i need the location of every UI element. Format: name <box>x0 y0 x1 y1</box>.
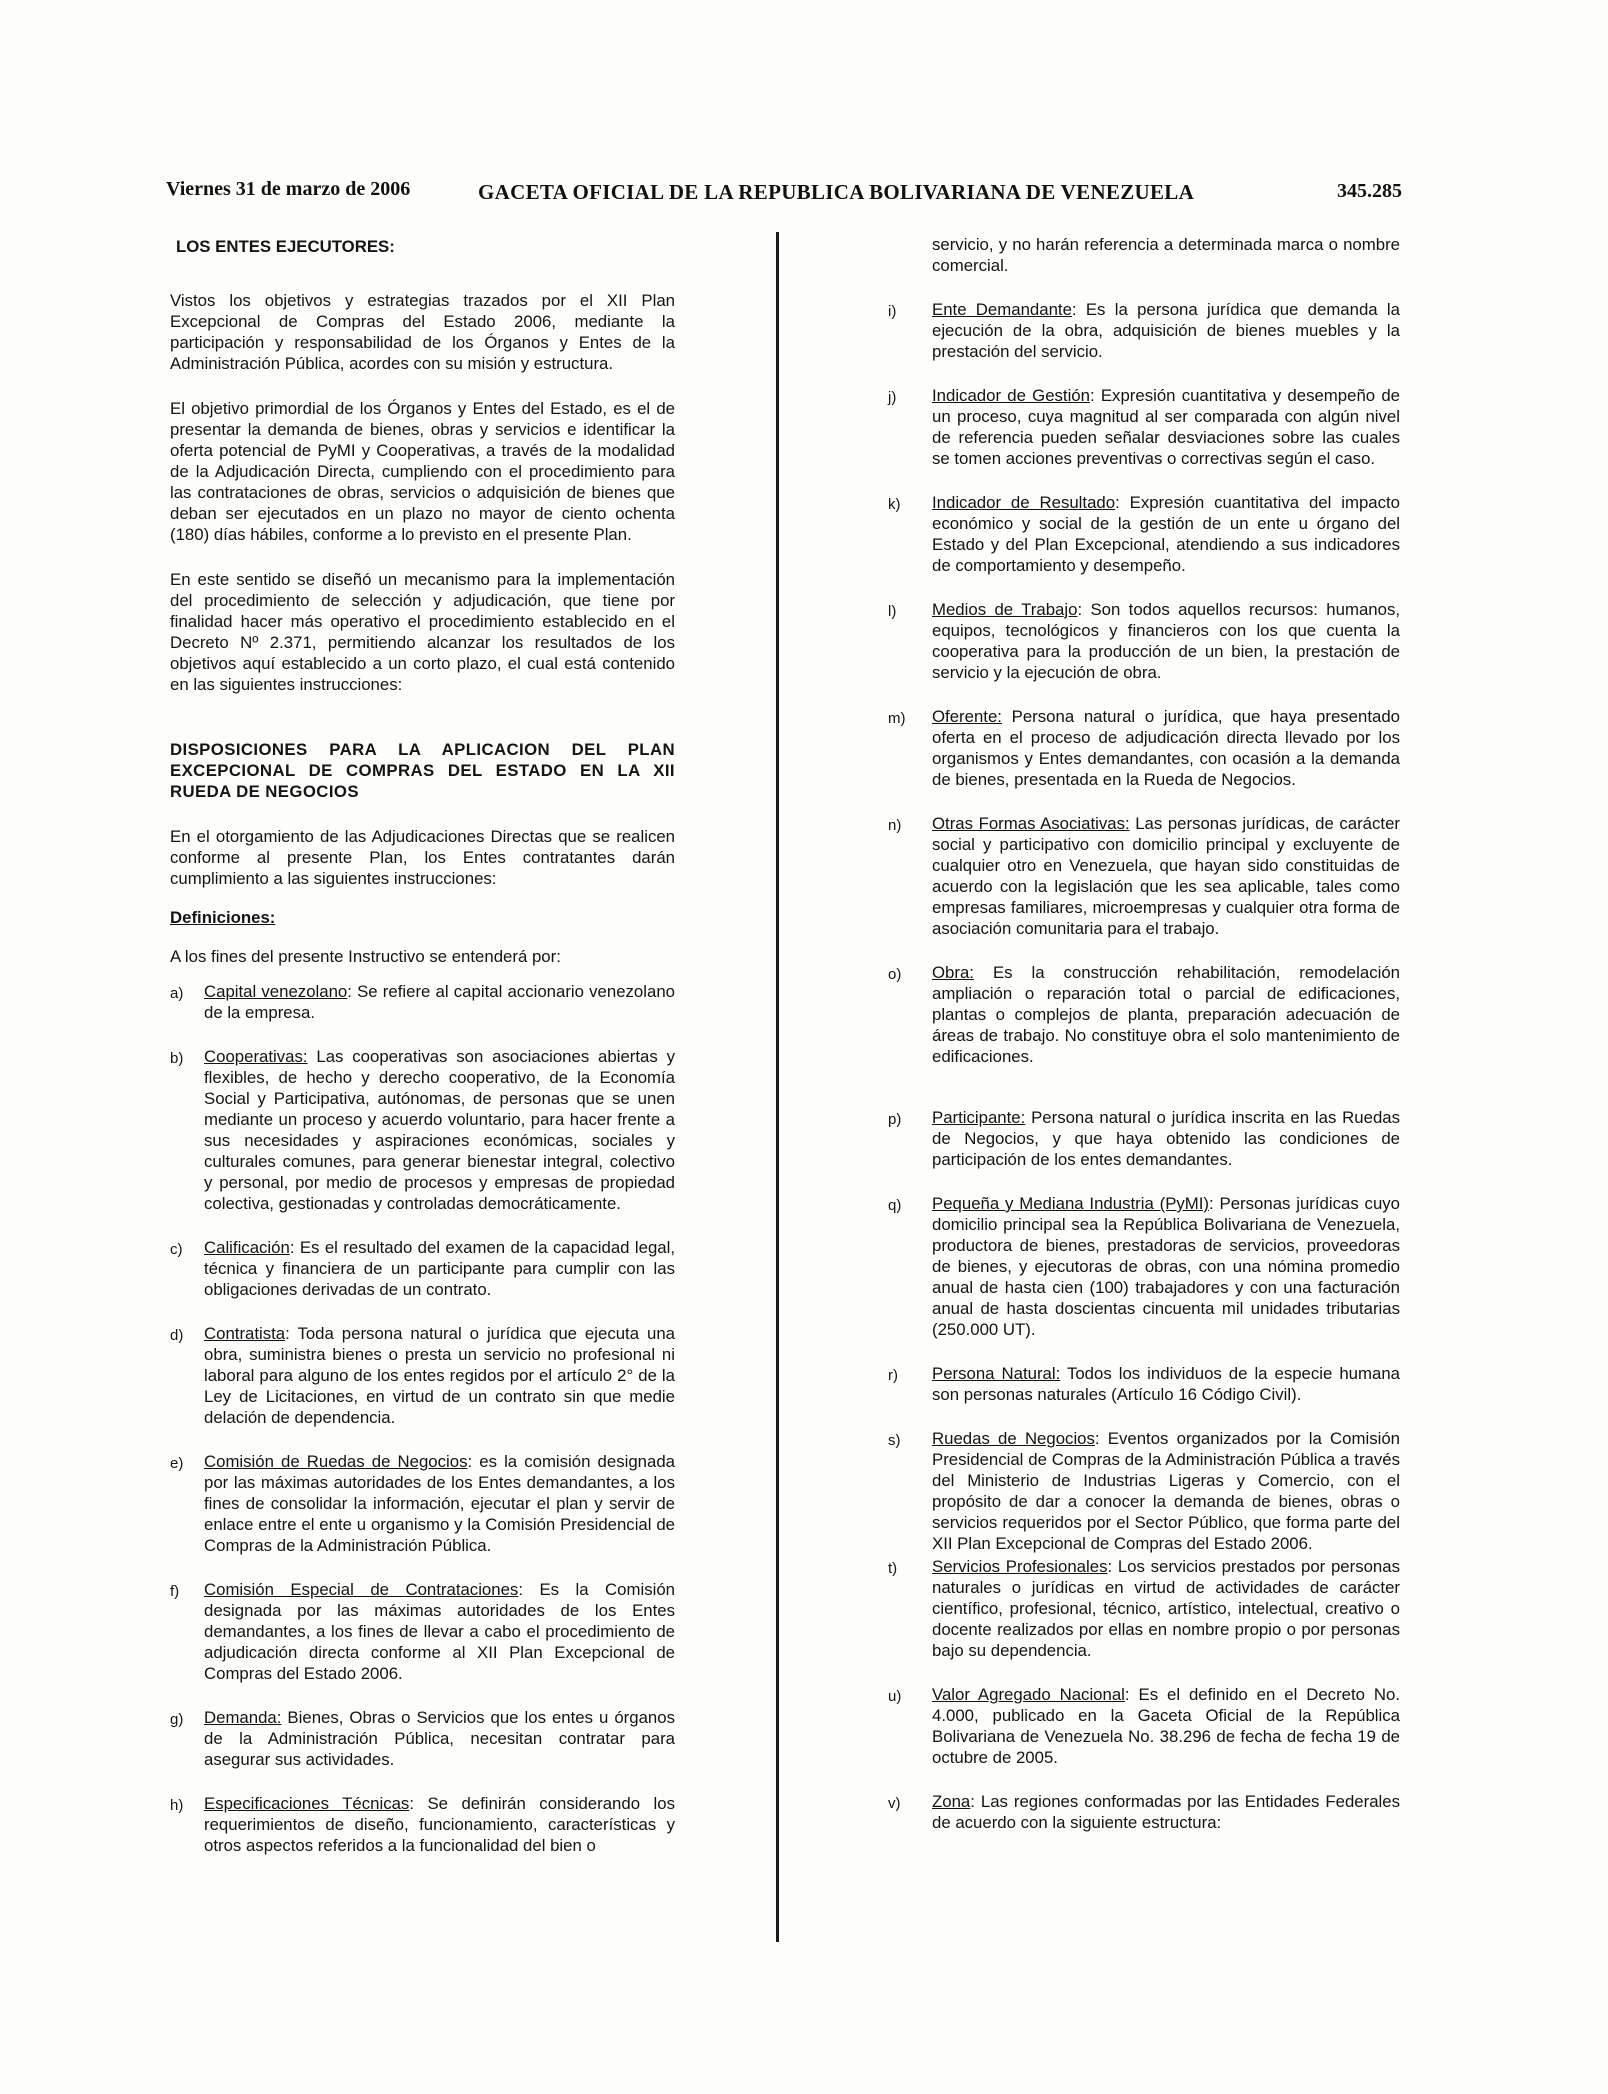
item-marker: i) <box>888 303 897 320</box>
page-number: 345.285 <box>1337 180 1402 202</box>
paragraph: El objetivo primordial de los Órganos y Entes del Estado, es el de presentar la demanda de bienes, obras y servicios e identificar la oferta potencial de PyMI y Cooperativas, a través de la modalidad de la Adjudicación Directa, cumpliendo con el procedimiento para las contrataciones de obras, servicios o adquisición de bienes que deban ser ejecutados en un plazo no mayor de ciento ochenta (180) días hábiles, conforme a lo previsto en el presente Plan. <box>170 399 675 544</box>
item-term: Servicios Profesionales <box>932 1557 1108 1576</box>
item-term: Capital venezolano <box>204 982 348 1001</box>
section-heading: LOS ENTES EJECUTORES: <box>176 237 395 256</box>
item-text: : Se definirán considerando los requerimientos de diseño, funcionamiento, características y otros aspectos referidos a la funcionalidad del bien o <box>204 1794 675 1855</box>
header-title: GACETA OFICIAL DE LA REPUBLICA BOLIVARIANA DE VENEZUELA <box>478 180 1195 204</box>
item-term: Medios de Trabajo <box>932 600 1078 619</box>
item-term: Calificación <box>204 1238 290 1257</box>
item-marker: g) <box>170 1711 184 1728</box>
definitions-title: Definiciones: <box>170 908 276 927</box>
definition-item <box>890 706 1400 790</box>
paragraph: A los fines del presente Instructivo se entenderá por: <box>170 947 561 966</box>
item-term: Comisión Especial de Contrataciones <box>204 1580 519 1599</box>
item-text: Las personas jurídicas, de carácter social y participativo con domicilio principal y excluyente de cualquier otro en Venezuela, que hayan sido constituidas de acuerdo con la legislación que les sea aplicable, tales como empresas familiares, microempresas y cualquier otra forma de asociación comunitaria para el trabajo. <box>932 814 1400 938</box>
item-term: Valor Agregado Nacional <box>932 1685 1125 1704</box>
item-term: Cooperativas: <box>204 1047 308 1066</box>
item-term: Indicador de Resultado <box>932 493 1116 512</box>
definition-item <box>890 385 1400 469</box>
item-text: Las cooperativas son asociaciones abiertas y flexibles, de hecho y derecho cooperativo, de la Economía Social y Participativa, autónomas, de personas que se unen mediante un proceso y acuerdo voluntario, para hacer frente a sus necesidades y aspiraciones económicas, sociales y culturales comunes, para generar bienestar integral, colectivo y personal, por medio de procesos y empresas de propiedad colectiva, gestionadas y controladas democráticamente. <box>204 1047 675 1213</box>
item-marker: e) <box>170 1455 184 1472</box>
definition-item <box>890 1684 1400 1768</box>
item-marker: r) <box>888 1367 898 1384</box>
definition-item <box>890 299 1400 362</box>
definition-item <box>890 1107 1400 1170</box>
item-marker: b) <box>170 1050 184 1067</box>
definition-item <box>170 1451 675 1556</box>
item-term: Participante: <box>932 1108 1026 1127</box>
paragraph: Vistos los objetivos y estrategias trazados por el XII Plan Excepcional de Compras del Estado 2006, mediante la participación y responsabilidad de los Órganos y Entes de la Administración Pública, acordes con su misión y estructura. <box>170 291 675 373</box>
definition-item <box>170 1237 675 1300</box>
item-text: Todos los individuos de la especie humana son personas naturales (Artículo 16 Código Civil). <box>932 1364 1400 1404</box>
item-text: : Expresión cuantitativa y desempeño de un proceso, cuya magnitud al ser comparada con algún nivel de referencia pueden señalar desviaciones sobre las cuales se tomen acciones preventivas o correctivas según el caso. <box>932 386 1401 468</box>
item-text: : Es la Comisión designada por las máximas autoridades de los Entes demandantes, a los fines de llevar a cabo el procedimiento de adjudicación directa conforme al XII Plan Excepcional de Compras del Estado 2006. <box>204 1580 675 1683</box>
item-marker: n) <box>888 817 902 834</box>
item-text: Persona natural o jurídica, que haya presentado oferta en el proceso de adjudicación directa llevado por los organismos y Entes demandantes, con ocasión a la demanda de bienes, presentada en la Rueda de Negocios. <box>932 707 1400 789</box>
item-text: : Eventos organizados por la Comisión Presidencial de Compras de la Administración Pública a través del Ministerio de Industrias Ligeras y Comercio, con el propósito de dar a conocer la demanda de bienes, obras o servicios requeridos por el Sector Público, que forma parte del XII Plan Excepcional de Compras del Estado 2006. <box>932 1429 1400 1553</box>
paragraph: En este sentido se diseñó un mecanismo para la implementación del procedimiento de selección y adjudicación, que tiene por finalidad hacer más operativo el procedimiento establecido en el Decreto Nº 2.371, permitiendo alcanzar los resultados de los objetivos aquí establecido a un corto plazo, el cual está contenido en las siguientes instrucciones: <box>170 570 675 694</box>
definition-item <box>890 1193 1400 1340</box>
item-term: Demanda: <box>204 1708 282 1727</box>
item-marker: u) <box>888 1688 902 1705</box>
definition-item <box>890 1363 1400 1405</box>
item-marker: l) <box>888 603 897 620</box>
item-term: Zona <box>932 1792 971 1811</box>
definition-item <box>890 1428 1400 1554</box>
definition-item <box>890 492 1400 576</box>
item-term: Otras Formas Asociativas: <box>932 814 1130 833</box>
section-title: DISPOSICIONES PARA LA APLICACION DEL PLAN EXCEPCIONAL DE COMPRAS DEL ESTADO EN LA XII RUEDA DE NEGOCIOS <box>170 740 675 801</box>
definition-item <box>170 1707 675 1770</box>
item-text: : Es la persona jurídica que demanda la ejecución de la obra, adquisición de bienes muebles y la prestación del servicio. <box>932 300 1400 361</box>
page-header <box>166 178 1402 212</box>
item-text: Persona natural o jurídica inscrita en las Ruedas de Negocios, y que haya obtenido las condiciones de participación de los entes demandantes. <box>932 1108 1400 1169</box>
item-term: Persona Natural: <box>932 1364 1061 1383</box>
item-text: : Se refiere al capital accionario venezolano de la empresa. <box>204 982 675 1022</box>
item-text: : Los servicios prestados por personas naturales o jurídicas en virtud de actividades de carácter científico, profesional, técnico, artístico, intelectual, creativo o docente realizados por ellas en nombre propio o por personas bajo su dependencia. <box>932 1557 1400 1660</box>
item-text: : Expresión cuantitativa del impacto económico y social de la gestión de un ente u órgano del Estado y del Plan Excepcional, atendiendo a sus indicadores de comportamiento y desempeño. <box>932 493 1401 575</box>
item-marker: c) <box>170 1241 183 1258</box>
item-text: : es la comisión designada por las máximas autoridades de los Entes demandantes, a los fines de consolidar la información, ejecutar el plan y servir de enlace entre el ente u organismo y la Comisión Presidencial de Compras de la Administración Pública. <box>204 1452 675 1555</box>
item-term: Especificaciones Técnicas <box>204 1794 410 1813</box>
item-marker: s) <box>888 1432 901 1449</box>
item-term: Comisión de Ruedas de Negocios <box>204 1452 468 1471</box>
item-marker: h) <box>170 1797 184 1814</box>
item-term: Contratista <box>204 1324 286 1343</box>
item-text: : Son todos aquellos recursos: humanos, equipos, tecnológicos y financieros con los que cuenta la cooperativa para la producción de un bien, la prestación de servicio y la ejecución de obra. <box>932 600 1401 682</box>
definition-item <box>890 962 1400 1067</box>
item-marker: v) <box>888 1795 901 1812</box>
definition-item <box>170 981 675 1023</box>
continuation-text: servicio, y no harán referencia a determinada marca o nombre comercial. <box>932 235 1400 275</box>
definition-item <box>890 813 1400 939</box>
item-marker: a) <box>170 985 184 1002</box>
paragraph: En el otorgamiento de las Adjudicaciones Directas que se realicen conforme al presente Plan, los Entes contratantes darán cumplimiento a las siguientes instrucciones: <box>170 827 675 888</box>
item-term: Ente Demandante <box>932 300 1072 319</box>
item-marker: o) <box>888 966 902 983</box>
item-text: Es la construcción rehabilitación, remodelación ampliación o reparación total o parcial de edificaciones, plantas o complejos de planta, preparación adecuación de áreas de trabajo. No constituye obra el solo mantenimiento de edificaciones. <box>932 963 1400 1066</box>
item-marker: p) <box>888 1111 902 1128</box>
item-text: : Personas jurídicas cuyo domicilio principal sea la República Bolivariana de Venezuela, productora de bienes, prestadoras de servicios, proveedoras de bienes, y ejecutoras de obras, con una nómina promedio anual de hasta cien (100) trabajadores y con una facturación anual de hasta doscientas cincuenta mil unidades tributarias (250.000 UT). <box>932 1194 1400 1339</box>
item-term: Indicador de Gestión <box>932 386 1090 405</box>
item-text: Bienes, Obras o Servicios que los entes u órganos de la Administración Pública, necesitan contratar para asegurar sus actividades. <box>204 1708 675 1769</box>
item-marker: j) <box>888 389 897 406</box>
definition-item <box>890 1556 1400 1661</box>
item-text: : Es el definido en el Decreto No. 4.000, publicado en la Gaceta Oficial de la República Bolivariana de Venezuela No. 38.296 de fecha de fecha 19 de octubre de 2005. <box>932 1685 1401 1767</box>
definition-item <box>170 1579 675 1684</box>
item-term: Obra: <box>932 963 974 982</box>
right-column <box>890 234 1400 1833</box>
item-text: : Es el resultado del examen de la capacidad legal, técnica y financiera de un participante para cumplir con las obligaciones derivadas de un contrato. <box>204 1238 675 1299</box>
definition-item <box>170 1046 675 1214</box>
item-text: : Las regiones conformadas por las Entidades Federales de acuerdo con la siguiente estructura: <box>932 1792 1400 1832</box>
definition-item <box>170 1323 675 1428</box>
column-divider <box>776 232 779 1942</box>
item-text: : Toda persona natural o jurídica que ejecuta una obra, suministra bienes o presta un servicio no profesional ni laboral para alguno de los entes regidos por el artículo 2° de la Ley de Licitaciones, en virtud de un contrato sin que medie delación de dependencia. <box>204 1324 675 1427</box>
item-marker: q) <box>888 1197 902 1214</box>
definition-item <box>890 1791 1400 1833</box>
item-term: Pequeña y Mediana Industria (PyMI) <box>932 1194 1210 1213</box>
item-marker: m) <box>888 710 906 727</box>
item-marker: t) <box>888 1560 898 1577</box>
item-marker: f) <box>170 1583 180 1600</box>
item-term: Oferente: <box>932 707 1002 726</box>
item-marker: k) <box>888 496 901 513</box>
item-term: Ruedas de Negocios <box>932 1429 1095 1448</box>
definition-item <box>170 1793 675 1856</box>
item-marker: d) <box>170 1327 184 1344</box>
left-column <box>170 236 675 1856</box>
header-date: Viernes 31 de marzo de 2006 <box>166 178 411 200</box>
definition-item <box>890 599 1400 683</box>
